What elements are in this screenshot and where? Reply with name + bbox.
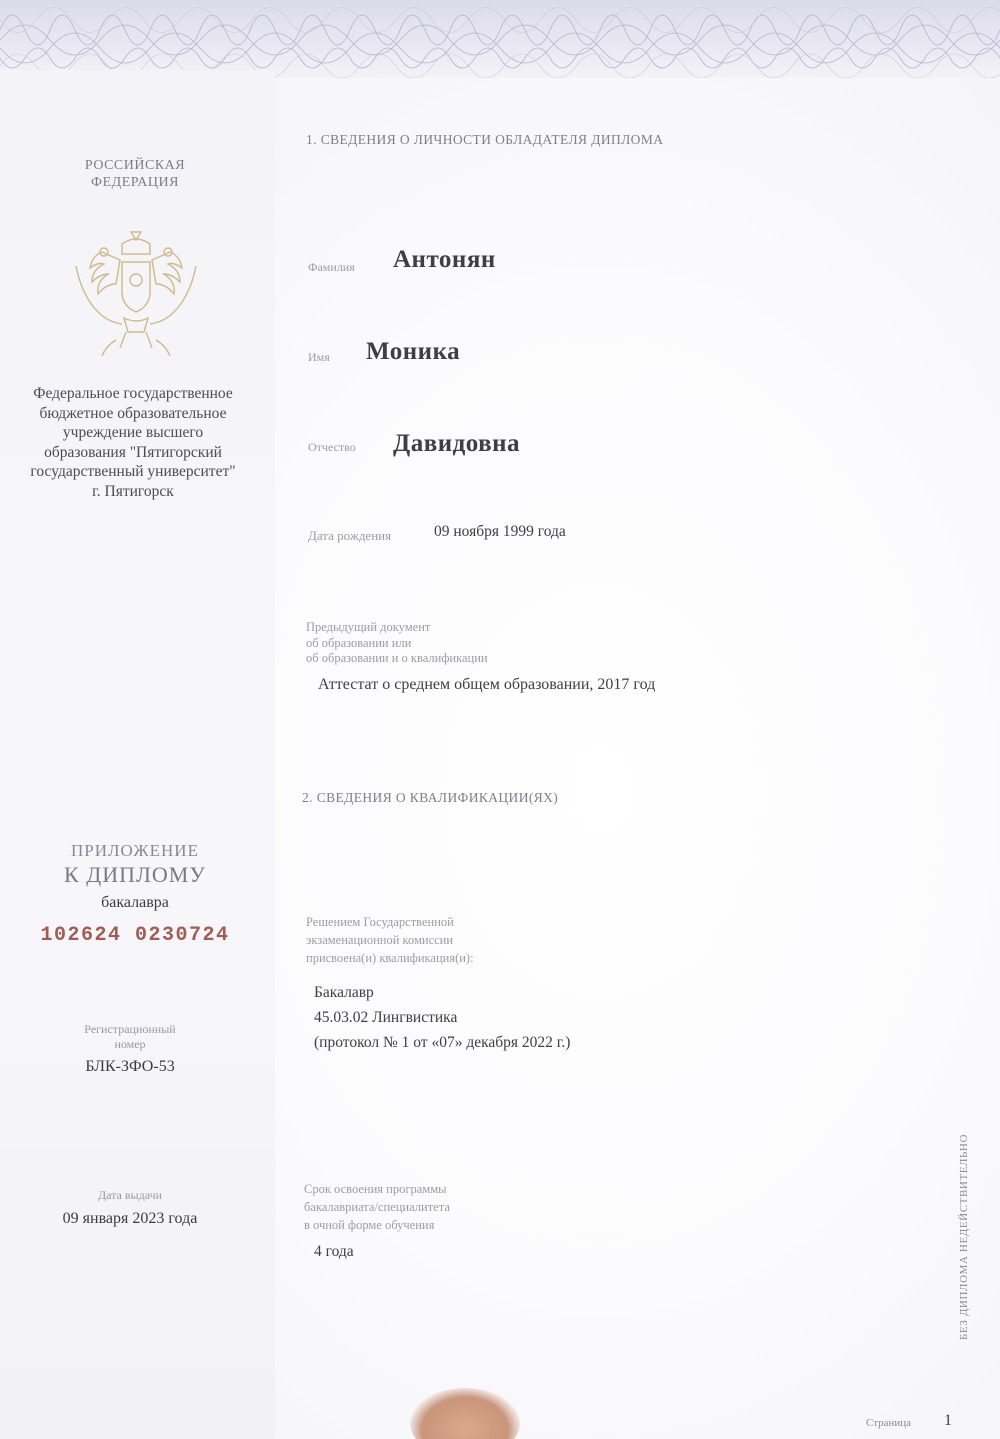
degree-level: бакалавра	[101, 894, 169, 911]
page-label: Страница	[866, 1417, 912, 1429]
appendix-line-1: ПРИЛОЖЕНИЕ	[71, 841, 199, 860]
study-term-label-line: в очной форме обучения	[304, 1218, 435, 1232]
surname-label: Фамилия	[308, 260, 355, 274]
previous-document-label	[306, 620, 606, 667]
appendix-title	[0, 840, 270, 916]
commission-decision-label-line: экзаменационной комиссии	[306, 933, 454, 947]
name-label: Имя	[308, 350, 330, 364]
registration-number: БЛК-ЗФО-53	[85, 1058, 175, 1075]
appendix-line-2: К ДИПЛОМУ	[64, 862, 206, 887]
institution-line: государственный университет"	[30, 463, 236, 480]
surname-value: Антонян	[393, 246, 496, 273]
guilloche-border	[0, 0, 1000, 78]
page-number: 1	[944, 1412, 952, 1429]
section-2-title: 2. СВЕДЕНИЯ О КВАЛИФИКАЦИИ(ЯХ)	[302, 790, 559, 805]
previous-document-label-line: Предыдущий документ	[306, 620, 431, 634]
birth-date-value: 09 ноября 1999 года	[434, 523, 566, 540]
study-term-label-line: бакалавриата/специалитета	[304, 1200, 450, 1214]
institution-line: Федеральное государственное	[33, 385, 233, 402]
issue-date: 09 января 2023 года	[62, 1210, 198, 1227]
registration-label	[0, 1022, 260, 1052]
institution-line: образования "Пятигорский	[44, 443, 222, 461]
birth-date-label: Дата рождения	[308, 528, 392, 543]
patronymic-value: Давидовна	[393, 430, 521, 457]
study-term-label	[304, 1180, 604, 1234]
registration-label-line-2: номер	[114, 1037, 146, 1051]
section-1-title: 1. СВЕДЕНИЯ О ЛИЧНОСТИ ОБЛАДАТЕЛЯ ДИПЛОМА	[306, 132, 664, 147]
qualification-value: Бакалавр	[314, 984, 374, 1001]
commission-decision-label-line: присвоена(и) квалификация(и):	[306, 951, 474, 965]
study-term-label-line: Срок освоения программы	[304, 1182, 447, 1196]
country-line-1: РОССИЙСКАЯ	[84, 158, 186, 173]
russian-coat-of-arms-icon	[64, 222, 208, 362]
issue-date-label: Дата выдачи	[97, 1188, 163, 1202]
fingertip-photo-artifact	[410, 1388, 520, 1439]
commission-decision-label	[306, 913, 606, 967]
previous-document-value: Аттестат о среднем общем образовании, 2017 год	[318, 676, 656, 693]
qualification-block	[314, 980, 570, 1055]
specialty-value: 45.03.02 Лингвистика	[314, 1009, 458, 1026]
protocol-value: (протокол № 1 от «07» декабря 2022 г.)	[314, 1034, 571, 1051]
serial-number: 102624 0230724	[40, 924, 230, 947]
commission-decision-label-line: Решением Государственной	[306, 915, 454, 929]
name-value: Моника	[366, 338, 461, 365]
patronymic-label: Отчество	[308, 440, 356, 454]
country-title	[0, 157, 270, 191]
institution-line: г. Пятигорск	[92, 482, 174, 500]
institution-line: учреждение высшего	[62, 424, 204, 441]
previous-document-label-line: об образовании или	[306, 635, 412, 650]
guilloche-pattern	[0, 0, 1000, 78]
registration-label-line-1: Регистрационный	[84, 1022, 176, 1036]
institution-name	[0, 384, 266, 501]
country-line-2: ФЕДЕРАЦИЯ	[91, 175, 179, 190]
institution-line: бюджетное образовательное	[39, 404, 227, 422]
validity-note: БЕЗ ДИПЛОМА НЕДЕЙСТВИТЕЛЬНО	[958, 1133, 970, 1340]
previous-document-label-line: об образовании и о квалификации	[306, 651, 488, 665]
study-term-value: 4 года	[314, 1243, 354, 1260]
